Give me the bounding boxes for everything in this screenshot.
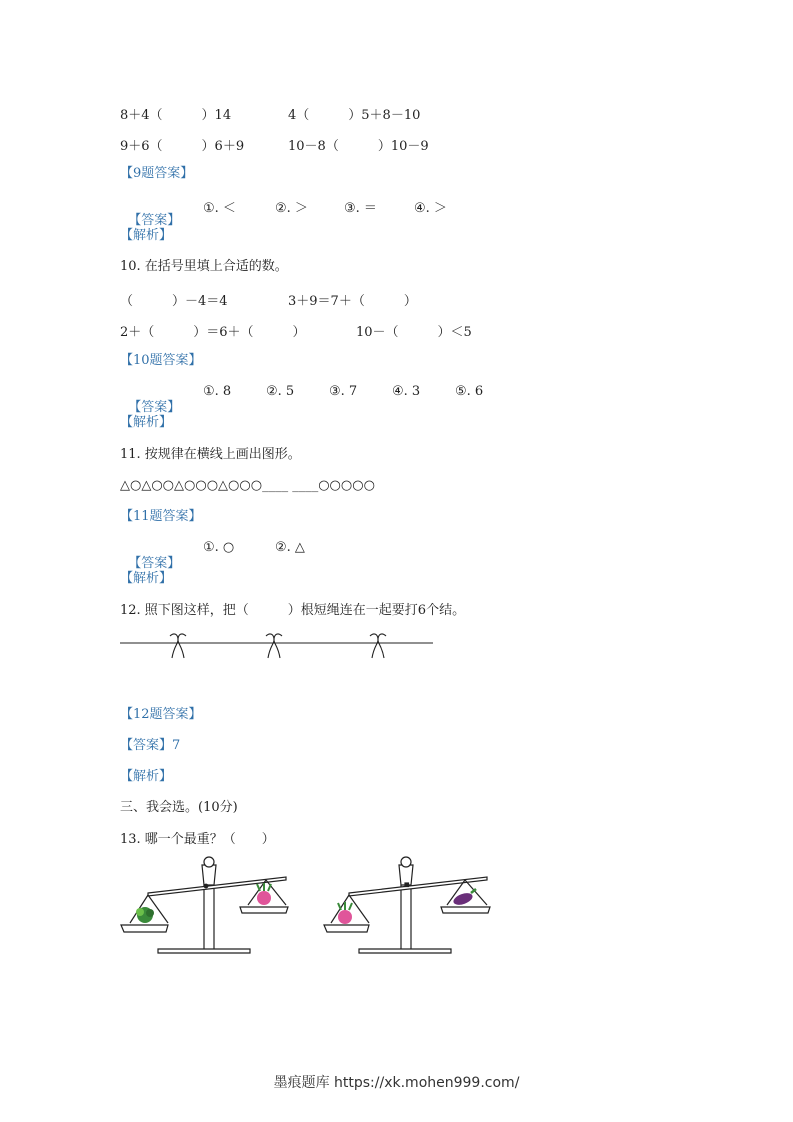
q10-question: 10. 在括号里填上合适的数。: [120, 259, 288, 274]
balance-scale-2: [321, 855, 496, 957]
q11-answer-header: 【11题答案】: [120, 509, 202, 524]
q9-row1-left: 8＋4（ ）14: [120, 108, 232, 123]
q9-analysis-label: 【解析】: [120, 228, 173, 243]
q9-answer-header: 【9题答案】: [120, 166, 194, 181]
knot-1: [170, 634, 186, 658]
section3-title: 三、我会选。(10分): [120, 800, 238, 815]
q10-answer-header: 【10题答案】: [120, 353, 202, 368]
q9-answer-row: [120, 197, 180, 229]
q9-row1-right: 4（ ）5＋8－10: [288, 108, 421, 123]
q11-answer-row: [120, 540, 180, 572]
answer-label: 【答案】: [128, 400, 181, 415]
q12-answer-text: 【答案】7: [120, 738, 181, 753]
q9-row2-right: 10－8（ ）10－9: [288, 139, 429, 154]
q10-answer-2: ②. 5: [266, 384, 295, 399]
q9-answer-3: ③. ＝: [344, 201, 377, 216]
q13-question: 13. 哪一个最重？（ ）: [120, 832, 275, 847]
footer-site: 墨痕题库 https://xk.mohen999.com/: [273, 1075, 520, 1091]
q9-answer-1: ①. ＜: [203, 201, 236, 216]
q10-answer-5: ⑤. 6: [455, 384, 484, 399]
q10-answer-4: ④. 3: [392, 384, 421, 399]
q9-answer-4: ④. ＞: [414, 201, 447, 216]
q10-analysis-label: 【解析】: [120, 415, 173, 430]
q11-analysis-label: 【解析】: [120, 571, 173, 586]
rope-knots-illustration: [118, 630, 438, 662]
radish-icon: [338, 902, 352, 924]
q10-answer-row: [120, 384, 180, 416]
knot-2: [266, 634, 282, 658]
q10-row1-right: 3＋9＝7＋（ ）: [288, 294, 417, 309]
radish-icon: [257, 883, 271, 905]
q12-question: 12. 照下图这样，把（ ）根短绳连在一起要打6个结。: [120, 603, 466, 618]
q9-row2-left: 9＋6（ ）6＋9: [120, 139, 245, 154]
q10-row1-left: （ ）－4＝4: [120, 294, 228, 309]
q11-pattern: △○△○○△○○○△○○○____ ____○○○○○: [120, 478, 375, 493]
balance-scale-1: [118, 855, 293, 957]
q11-answer-1: ①. ○: [203, 540, 235, 555]
answer-label: 【答案】: [128, 213, 181, 228]
q11-answer-2: ②. △: [275, 540, 305, 555]
q10-answer-1: ①. 8: [203, 384, 232, 399]
answer-label: 【答案】: [128, 556, 181, 571]
q10-answer-3: ③. 7: [329, 384, 358, 399]
q9-answer-2: ②. ＞: [275, 201, 308, 216]
knot-3: [370, 634, 386, 658]
eggplant-icon: [452, 889, 476, 907]
q10-row2-left: 2＋（ ）＝6＋（ ）: [120, 325, 306, 340]
q10-row2-right: 10－（ ）＜5: [356, 325, 472, 340]
q12-answer-header: 【12题答案】: [120, 707, 202, 722]
q12-analysis-label: 【解析】: [120, 769, 173, 784]
q11-question: 11. 按规律在横线上画出图形。: [120, 447, 301, 462]
cabbage-icon: [136, 907, 154, 923]
